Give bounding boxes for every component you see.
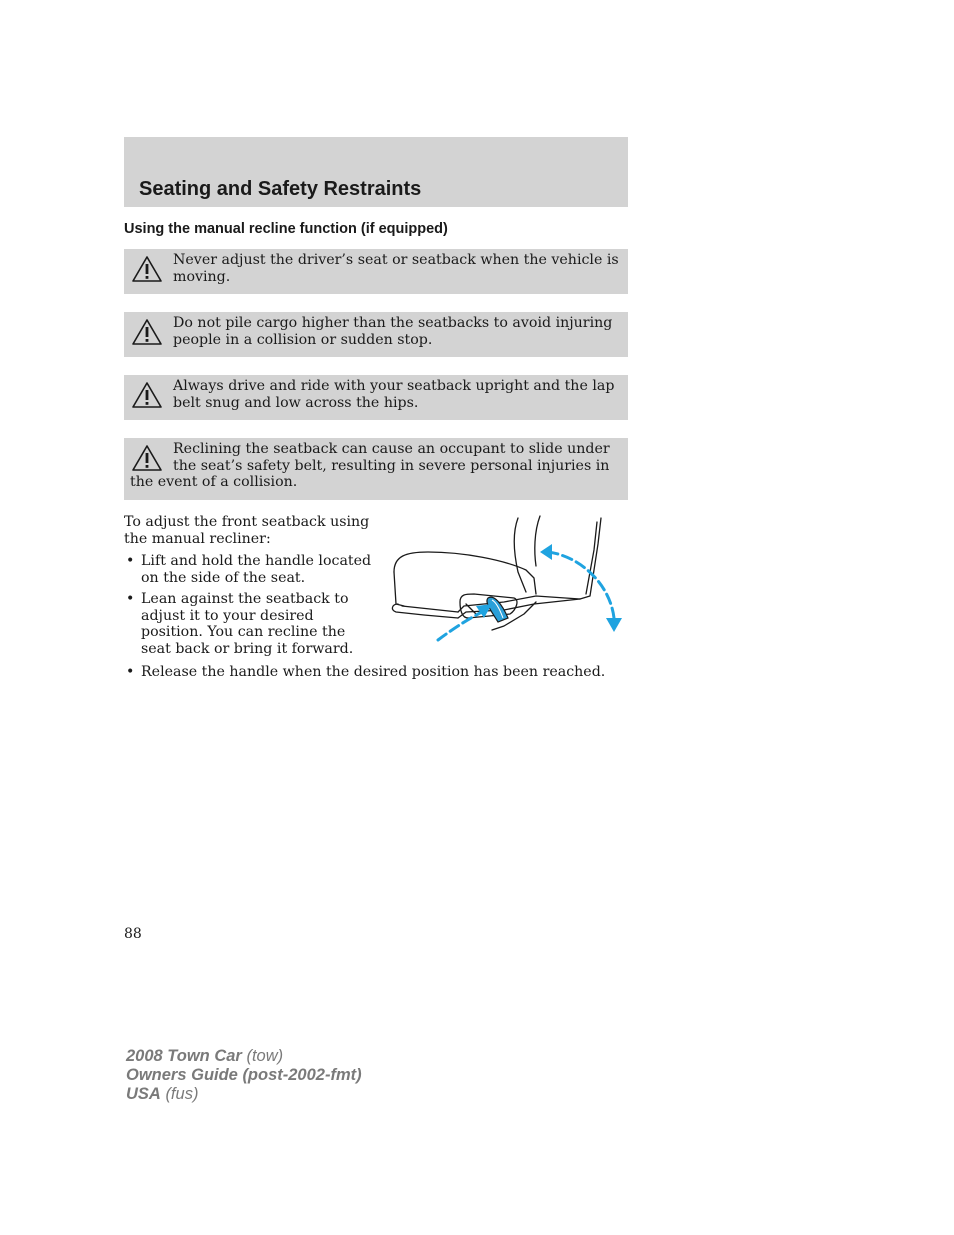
list-item-text: Lean against the seatback to adjust it to your desired position. You can recline the seat back or bring it forward. <box>141 591 354 657</box>
list-item <box>124 591 374 657</box>
footer-model-code: (tow) <box>246 1047 284 1065</box>
seatback-outline <box>580 518 601 599</box>
warning-box-1 <box>124 249 628 294</box>
seat-side-trim <box>458 596 580 612</box>
warning-text: Never adjust the driver’s seat or seatback when the vehicle is moving. <box>173 252 619 285</box>
warning-box-4 <box>124 438 628 500</box>
recline-arrow-head-top <box>540 544 552 560</box>
footer-guide: Owners Guide (post-2002-fmt) <box>126 1066 362 1084</box>
seat-cushion-outline <box>402 606 458 612</box>
document-footer <box>126 1047 362 1104</box>
list-item-text: Lift and hold the handle located on the side of the seat. <box>141 553 372 586</box>
warning-text: Always drive and ride with your seatback upright and the lap belt snug and low across the hips. <box>173 378 615 411</box>
warning-text: Do not pile cargo higher than the seatbacks to avoid injuring people in a collision or sudden stop. <box>173 315 613 348</box>
section-title: Seating and Safety Restraints <box>139 178 422 200</box>
footer-model: 2008 Town Car <box>126 1047 242 1065</box>
list-item <box>124 553 374 586</box>
list-item-text: Release the handle when the desired position has been reached. <box>141 664 606 680</box>
bullet-dot: • <box>126 553 135 569</box>
warning-triangle-icon <box>131 318 163 346</box>
footer-market-code: (fus) <box>165 1085 199 1103</box>
warning-box-3 <box>124 375 628 420</box>
list-item <box>124 664 624 681</box>
footer-line-3 <box>126 1085 362 1104</box>
footer-line-1 <box>126 1047 362 1066</box>
footer-line-2 <box>126 1066 362 1085</box>
warning-box-2 <box>124 312 628 357</box>
seat-recliner-illustration <box>384 514 628 646</box>
page-number: 88 <box>124 926 142 942</box>
seat-cushion-outline <box>394 572 404 606</box>
warning-text: Reclining the seatback can cause an occupant to slide under the seat’s safety belt, resulting in severe personal injuries in the event of a collision. <box>130 441 610 490</box>
warning-triangle-icon <box>131 444 163 472</box>
section-header-band <box>124 137 628 207</box>
recline-arrow-head-bottom <box>606 618 622 632</box>
subsection-heading: Using the manual recline function (if equipped) <box>124 221 448 237</box>
bullet-dot: • <box>126 664 135 680</box>
seatback-outline <box>514 518 526 592</box>
recline-arrow-path <box>548 552 614 618</box>
seat-cushion-outline <box>394 552 536 594</box>
footer-market: USA <box>126 1085 161 1103</box>
seatback-outline <box>535 516 540 566</box>
warning-triangle-icon <box>131 381 163 409</box>
intro-paragraph: To adjust the front seatback using the manual recliner: <box>124 514 370 547</box>
warning-triangle-icon <box>131 255 163 283</box>
bullet-dot: • <box>126 591 135 607</box>
